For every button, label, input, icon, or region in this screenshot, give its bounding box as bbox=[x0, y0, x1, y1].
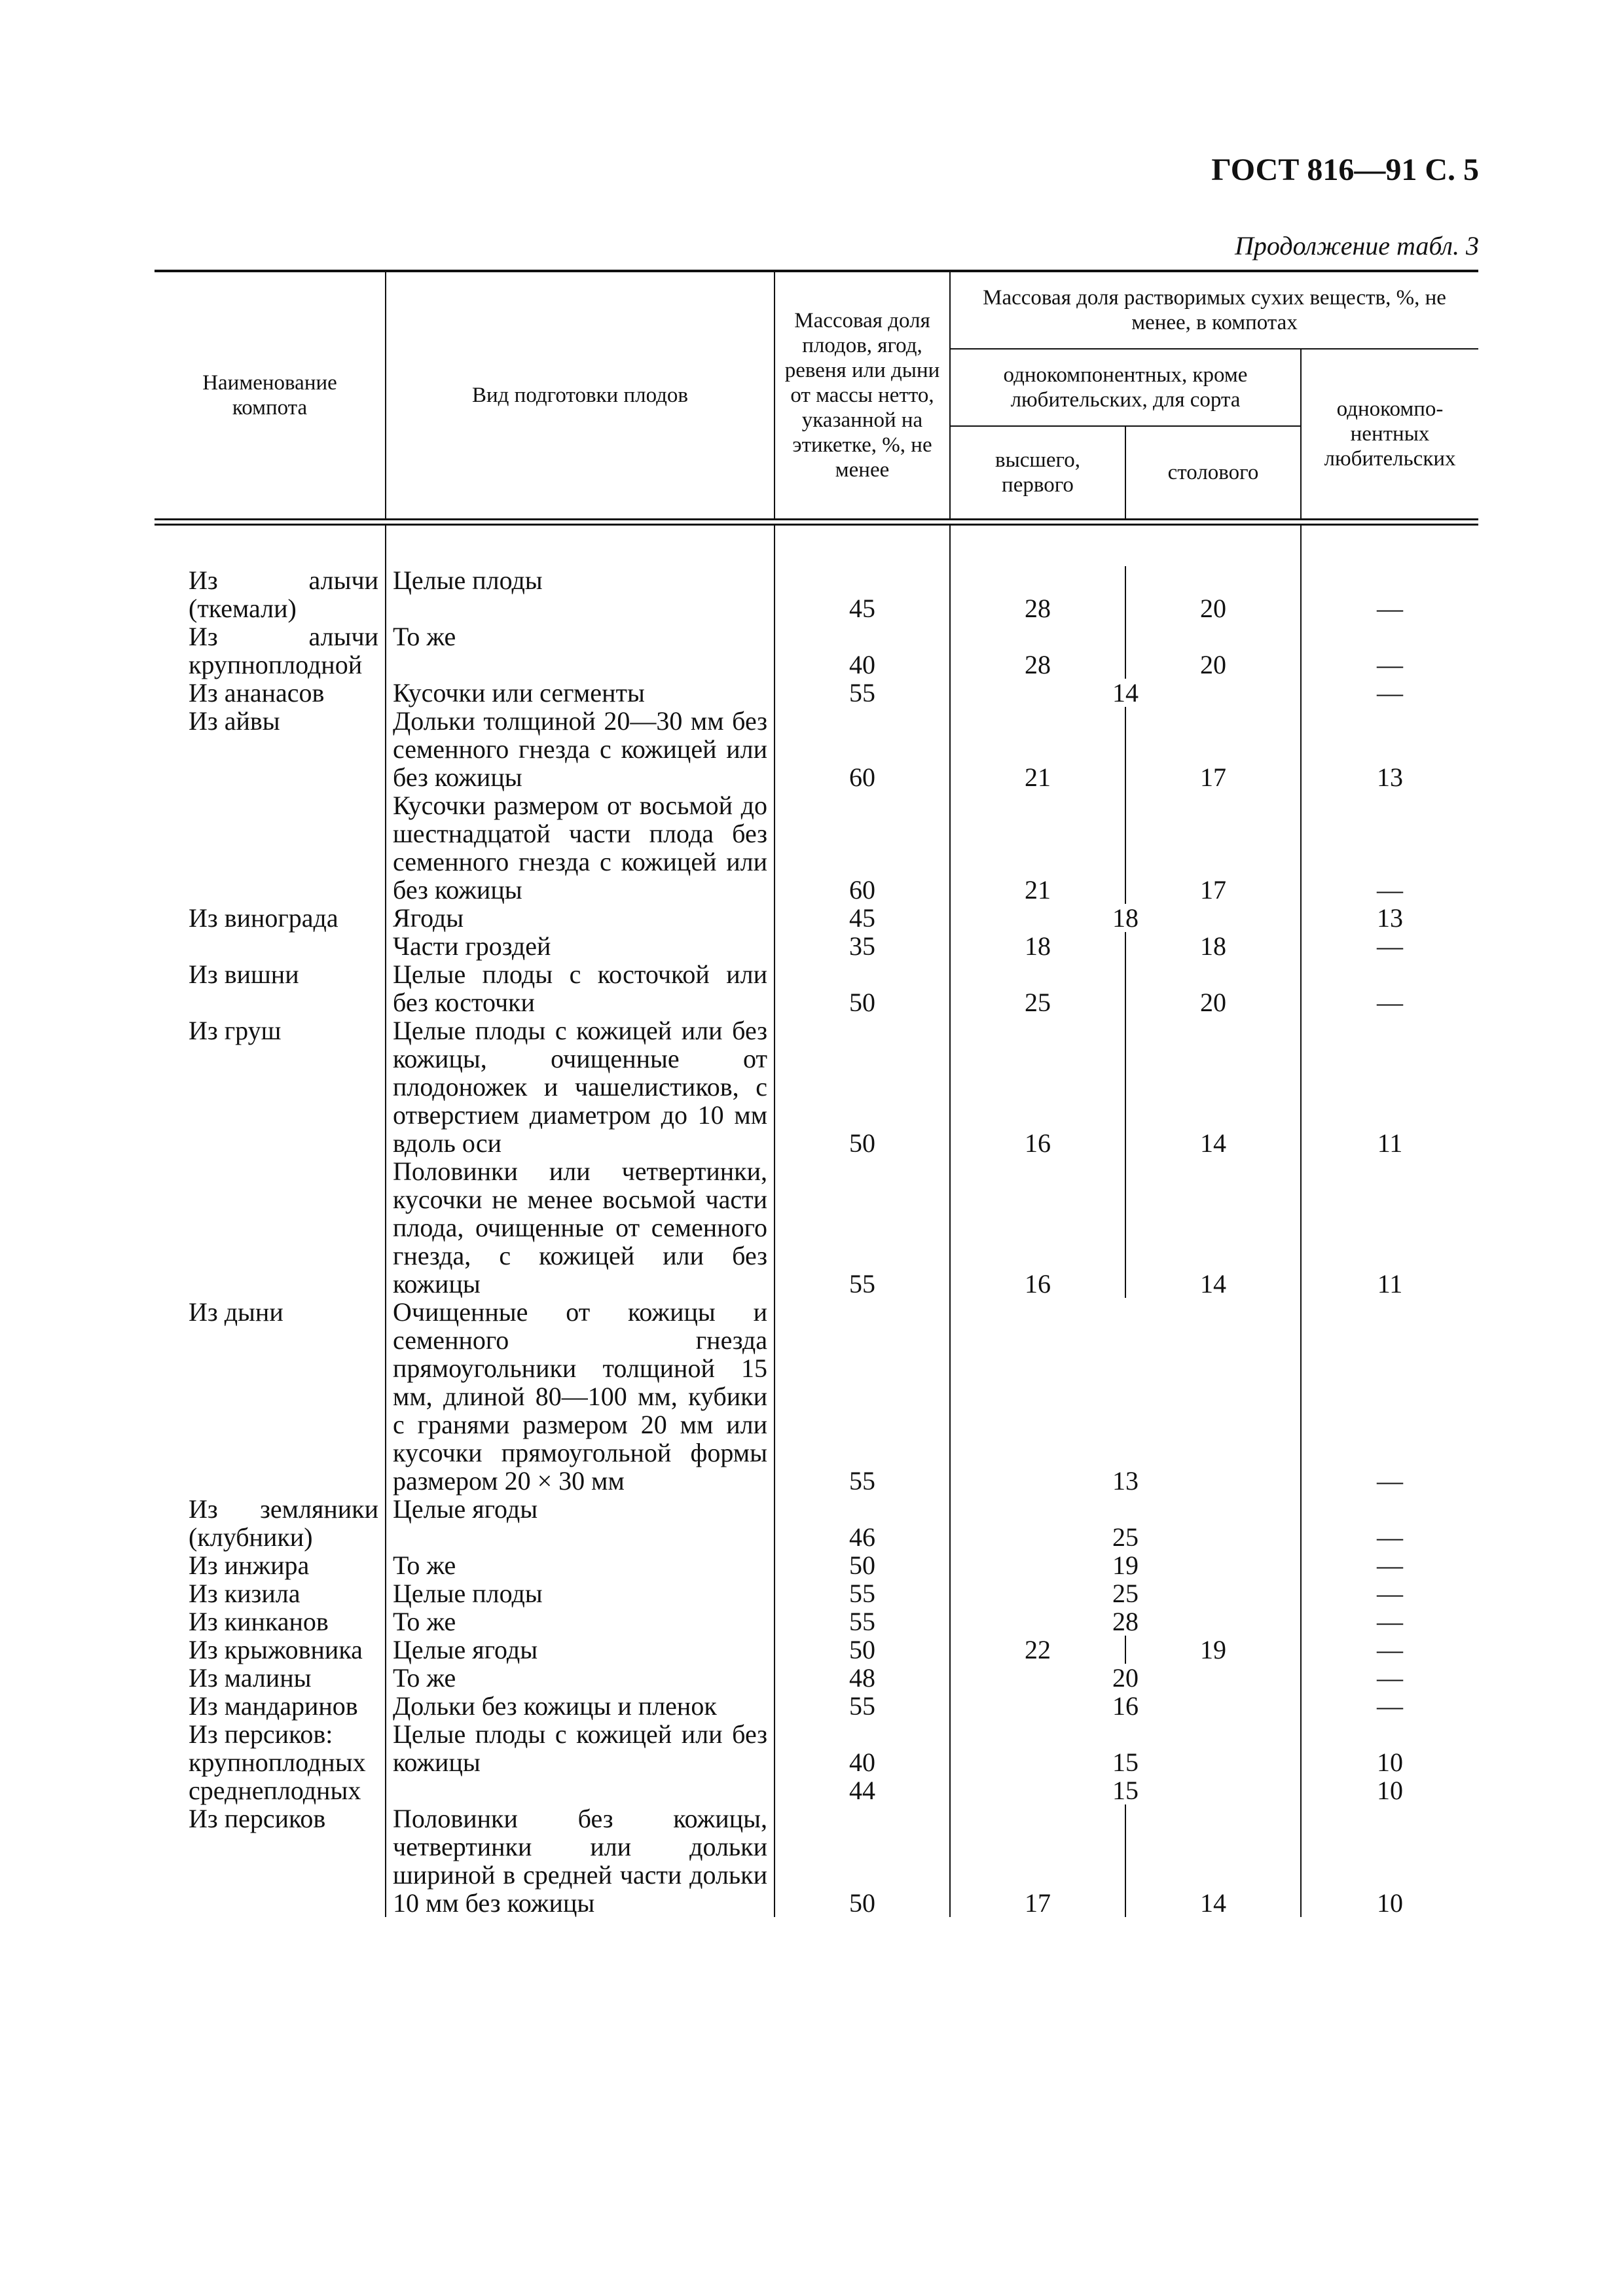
compote-name: Из кизила bbox=[189, 1579, 301, 1608]
table-row bbox=[155, 1804, 1478, 1917]
cell-amateur bbox=[1301, 1579, 1478, 1607]
dry-merged-value: 20 bbox=[1112, 1663, 1139, 1693]
mass-value: 40 bbox=[849, 650, 875, 679]
top-grade-value: 21 bbox=[1025, 762, 1051, 792]
dry-merged-value: 13 bbox=[1112, 1466, 1139, 1496]
cell-amateur bbox=[1301, 1804, 1478, 1917]
cell-amateur bbox=[1301, 679, 1478, 707]
cell-prep bbox=[386, 1664, 775, 1692]
cell-mass bbox=[775, 622, 950, 679]
cell-amateur bbox=[1301, 1692, 1478, 1720]
mass-value: 50 bbox=[849, 1551, 875, 1580]
cell-mass bbox=[775, 679, 950, 707]
cell-prep bbox=[386, 707, 775, 791]
cell-amateur bbox=[1301, 932, 1478, 960]
cell-mass bbox=[775, 1016, 950, 1157]
dry-merged-value: 14 bbox=[1112, 678, 1139, 708]
preparation-text: То же bbox=[393, 1663, 456, 1693]
table-continuation-label: Продолжение табл. 3 bbox=[1234, 231, 1479, 260]
header-top-grade: высшего, первого bbox=[950, 426, 1125, 520]
table-row bbox=[155, 1607, 1478, 1636]
table-grade-value: 18 bbox=[1200, 931, 1226, 961]
cell-prep bbox=[386, 904, 775, 932]
preparation-text: Половинки без кожицы, четвертинки или дольки шириной в средней части дольки 10 мм без кожицы bbox=[393, 1804, 767, 1918]
compote-name: Из персиков: bbox=[189, 1719, 333, 1749]
compote-subname: крупноплодных bbox=[189, 1748, 366, 1777]
cell-dry-merged bbox=[950, 1495, 1301, 1551]
compote-name: Из мандаринов bbox=[189, 1691, 358, 1721]
compote-table bbox=[155, 270, 1478, 1917]
amateur-value: — bbox=[1377, 1635, 1404, 1664]
cell-dry-merged bbox=[950, 904, 1301, 932]
cell-mass bbox=[775, 1692, 950, 1720]
table-grade-value: 14 bbox=[1200, 1269, 1226, 1299]
cell-amateur bbox=[1301, 1607, 1478, 1636]
cell-prep bbox=[386, 960, 775, 1016]
preparation-text: Целые ягоды bbox=[393, 1494, 538, 1524]
cell-name bbox=[155, 904, 386, 932]
table-row bbox=[155, 622, 1478, 679]
dry-merged-value: 28 bbox=[1112, 1607, 1139, 1636]
cell-name bbox=[155, 932, 386, 960]
table-grade-value: 17 bbox=[1200, 875, 1226, 905]
table-grade-value: 20 bbox=[1200, 988, 1226, 1017]
mass-value: 50 bbox=[849, 1128, 875, 1158]
table-row bbox=[155, 1016, 1478, 1157]
cell-prep bbox=[386, 1579, 775, 1607]
cell-dry-merged bbox=[950, 1664, 1301, 1692]
cell-mass bbox=[775, 960, 950, 1016]
cell-mass bbox=[775, 1298, 950, 1495]
cell-mass bbox=[775, 1495, 950, 1551]
preparation-text: Очищенные от кожицы и семенного гнезда прямоугольники толщиной 15 мм, длиной 80—100 мм, кубики с гранями размером 20 мм или кусочки прямоугольной формы размером 20 × 30 мм bbox=[393, 1297, 767, 1496]
cell-table bbox=[1125, 1157, 1301, 1298]
mass-value: 45 bbox=[849, 594, 875, 623]
preparation-text: Целые плоды bbox=[393, 1579, 543, 1608]
cell-table bbox=[1125, 1804, 1301, 1917]
cell-top bbox=[950, 566, 1125, 622]
table-row bbox=[155, 1636, 1478, 1664]
table-grade-value: 19 bbox=[1200, 1635, 1226, 1664]
mass-value: 48 bbox=[849, 1663, 875, 1693]
compote-name: Из груш bbox=[189, 1016, 282, 1045]
mass-value: 55 bbox=[849, 1691, 875, 1721]
preparation-text: Целые плоды с кожицей или без кожицы bbox=[393, 1719, 767, 1777]
compote-name: Из персиков bbox=[189, 1804, 326, 1833]
cell-prep bbox=[386, 1720, 775, 1804]
cell-prep bbox=[386, 566, 775, 622]
cell-mass bbox=[775, 1776, 950, 1804]
mass-value: 50 bbox=[849, 1888, 875, 1918]
preparation-text: Ягоды bbox=[393, 903, 464, 933]
cell-name bbox=[155, 1804, 386, 1917]
table-row bbox=[155, 707, 1478, 791]
cell-amateur bbox=[1301, 904, 1478, 932]
amateur-value: — bbox=[1377, 1607, 1404, 1636]
preparation-text: Кусочки или сегменты bbox=[393, 678, 645, 708]
compote-name: Из айвы bbox=[189, 706, 280, 736]
cell-amateur bbox=[1301, 1298, 1478, 1495]
cell-mass bbox=[775, 932, 950, 960]
cell-prep bbox=[386, 1636, 775, 1664]
cell-name bbox=[155, 566, 386, 622]
amateur-value: 10 bbox=[1377, 1888, 1404, 1918]
dry-merged-value: 16 bbox=[1112, 1691, 1139, 1721]
cell-name bbox=[155, 1692, 386, 1720]
top-grade-value: 28 bbox=[1025, 594, 1051, 623]
mass-value: 55 bbox=[849, 1607, 875, 1636]
table-row bbox=[155, 904, 1478, 932]
cell-mass bbox=[775, 1157, 950, 1298]
cell-mass bbox=[775, 1748, 950, 1776]
header-amateur: однокомпо-нентных любительских bbox=[1301, 349, 1478, 520]
top-grade-value: 18 bbox=[1025, 931, 1051, 961]
amateur-value: 10 bbox=[1377, 1776, 1404, 1805]
table-row bbox=[155, 1157, 1478, 1298]
cell-prep bbox=[386, 1495, 775, 1551]
table-grade-value: 17 bbox=[1200, 762, 1226, 792]
cell-dry-merged bbox=[950, 1579, 1301, 1607]
mass-value: 35 bbox=[849, 931, 875, 961]
top-grade-value: 25 bbox=[1025, 988, 1051, 1017]
header-dry-matter: Массовая доля растворимых сухих веществ, %, не менее, в компотах bbox=[950, 271, 1478, 349]
compote-name: Из вишни bbox=[189, 960, 299, 989]
cell-mass bbox=[775, 1551, 950, 1579]
cell-name bbox=[155, 622, 386, 679]
cell-mass bbox=[775, 566, 950, 622]
cell-mass bbox=[775, 1579, 950, 1607]
mass-value: 55 bbox=[849, 678, 875, 708]
cell-amateur bbox=[1301, 1776, 1478, 1804]
dry-merged-value: 15 bbox=[1112, 1748, 1139, 1777]
cell-table bbox=[1125, 932, 1301, 960]
cell-name bbox=[155, 1016, 386, 1157]
preparation-text: Дольки без кожицы и пленок bbox=[393, 1691, 717, 1721]
preparation-text: Дольки толщиной 20—30 мм без семенного гнезда с кожицей или без кожицы bbox=[393, 706, 767, 792]
table-row bbox=[155, 1298, 1478, 1495]
cell-dry-merged bbox=[950, 1776, 1301, 1804]
cell-top bbox=[950, 1157, 1125, 1298]
mass-value: 44 bbox=[849, 1776, 875, 1805]
table-row-group bbox=[155, 1720, 1478, 1748]
cell-mass bbox=[775, 1636, 950, 1664]
cell-dry-merged bbox=[950, 1551, 1301, 1579]
table-grade-value: 14 bbox=[1200, 1128, 1226, 1158]
compote-subname: среднеплодных bbox=[189, 1776, 361, 1805]
amateur-value: 10 bbox=[1377, 1748, 1404, 1777]
cell-dry-merged bbox=[950, 1607, 1301, 1636]
cell-amateur bbox=[1301, 1157, 1478, 1298]
cell-table bbox=[1125, 1636, 1301, 1664]
cell-amateur bbox=[1301, 1664, 1478, 1692]
cell-dry-merged bbox=[950, 1720, 1301, 1748]
table-row bbox=[155, 1776, 1478, 1804]
cell-top bbox=[950, 1636, 1125, 1664]
header-single-component: однокомпонентных, кроме любительских, для сорта bbox=[950, 349, 1301, 426]
dry-merged-value: 18 bbox=[1112, 903, 1139, 933]
cell-mass bbox=[775, 1607, 950, 1636]
cell-mass bbox=[775, 1664, 950, 1692]
cell-prep bbox=[386, 1016, 775, 1157]
cell-dry-merged bbox=[950, 1298, 1301, 1495]
preparation-text: Целые плоды bbox=[393, 565, 543, 595]
amateur-value: 13 bbox=[1377, 762, 1404, 792]
mass-value: 60 bbox=[849, 875, 875, 905]
mass-value: 55 bbox=[849, 1579, 875, 1608]
compote-name: Из алычи (ткемали) bbox=[189, 565, 378, 623]
compote-name: Из малины bbox=[189, 1663, 312, 1693]
cell-dry-merged bbox=[950, 679, 1301, 707]
cell-top bbox=[950, 960, 1125, 1016]
cell-amateur bbox=[1301, 1016, 1478, 1157]
amateur-value: 11 bbox=[1377, 1269, 1403, 1299]
cell-mass bbox=[775, 1720, 950, 1748]
amateur-value: — bbox=[1377, 988, 1404, 1017]
cell-top bbox=[950, 622, 1125, 679]
table-row bbox=[155, 1579, 1478, 1607]
table-row bbox=[155, 1551, 1478, 1579]
cell-prep bbox=[386, 1607, 775, 1636]
compote-name: Из винограда bbox=[189, 903, 338, 933]
amateur-value: 13 bbox=[1377, 903, 1404, 933]
table-row bbox=[155, 679, 1478, 707]
table-row bbox=[155, 1692, 1478, 1720]
top-grade-value: 22 bbox=[1025, 1635, 1051, 1664]
table-row bbox=[155, 566, 1478, 622]
cell-name bbox=[155, 1551, 386, 1579]
dry-merged-value: 15 bbox=[1112, 1776, 1139, 1805]
cell-mass bbox=[775, 1804, 950, 1917]
cell-top bbox=[950, 932, 1125, 960]
cell-name bbox=[155, 1298, 386, 1495]
preparation-text: Половинки или четвертинки, кусочки не менее восьмой части плода, очищенные от семенного гнезда, с кожицей или без кожицы bbox=[393, 1157, 767, 1299]
cell-amateur bbox=[1301, 1720, 1478, 1748]
page-header-title: ГОСТ 816—91 С. 5 bbox=[1211, 152, 1479, 187]
compote-name: Из крыжовника bbox=[189, 1635, 363, 1664]
mass-value: 55 bbox=[849, 1466, 875, 1496]
dry-merged-value: 25 bbox=[1112, 1579, 1139, 1608]
amateur-value: — bbox=[1377, 1663, 1404, 1693]
cell-name bbox=[155, 791, 386, 904]
table-row bbox=[155, 791, 1478, 904]
mass-value: 60 bbox=[849, 762, 875, 792]
cell-amateur bbox=[1301, 1551, 1478, 1579]
cell-prep bbox=[386, 679, 775, 707]
top-grade-value: 16 bbox=[1025, 1128, 1051, 1158]
table-grade-value: 14 bbox=[1200, 1888, 1226, 1918]
compote-name: Из земляники (клубники) bbox=[189, 1494, 378, 1552]
cell-prep bbox=[386, 791, 775, 904]
cell-name bbox=[155, 1579, 386, 1607]
preparation-text: То же bbox=[393, 1607, 456, 1636]
table-row bbox=[155, 1664, 1478, 1692]
amateur-value: — bbox=[1377, 650, 1404, 679]
cell-mass bbox=[775, 904, 950, 932]
cell-top bbox=[950, 1016, 1125, 1157]
preparation-text: То же bbox=[393, 622, 456, 651]
cell-amateur bbox=[1301, 1636, 1478, 1664]
mass-value: 46 bbox=[849, 1522, 875, 1552]
cell-dry-merged bbox=[950, 1748, 1301, 1776]
cell-prep bbox=[386, 1157, 775, 1298]
cell-name bbox=[155, 679, 386, 707]
mass-value: 45 bbox=[849, 903, 875, 933]
cell-name bbox=[155, 1748, 386, 1776]
mass-value: 55 bbox=[849, 1269, 875, 1299]
table-row bbox=[155, 960, 1478, 1016]
preparation-text: Целые плоды с кожицей или без кожицы, очищенные от плодоножек и чашелистиков, с отверстием диаметром до 10 мм вдоль оси bbox=[393, 1016, 767, 1158]
dry-merged-value: 19 bbox=[1112, 1551, 1139, 1580]
cell-prep bbox=[386, 1298, 775, 1495]
amateur-value: — bbox=[1377, 1551, 1404, 1580]
table-grade-value: 20 bbox=[1200, 650, 1226, 679]
cell-name bbox=[155, 1157, 386, 1298]
cell-mass bbox=[775, 791, 950, 904]
cell-table bbox=[1125, 707, 1301, 791]
cell-dry-merged bbox=[950, 1692, 1301, 1720]
cell-amateur bbox=[1301, 622, 1478, 679]
top-grade-value: 16 bbox=[1025, 1269, 1051, 1299]
top-grade-value: 17 bbox=[1025, 1888, 1051, 1918]
cell-table bbox=[1125, 622, 1301, 679]
cell-prep bbox=[386, 1551, 775, 1579]
cell-table bbox=[1125, 960, 1301, 1016]
amateur-value: — bbox=[1377, 1579, 1404, 1608]
cell-amateur bbox=[1301, 1495, 1478, 1551]
mass-value: 50 bbox=[849, 1635, 875, 1664]
table-grade-value: 20 bbox=[1200, 594, 1226, 623]
amateur-value: — bbox=[1377, 678, 1404, 708]
cell-top bbox=[950, 1804, 1125, 1917]
compote-name: Из инжира bbox=[189, 1551, 310, 1580]
cell-name bbox=[155, 1495, 386, 1551]
preparation-text: Части гроздей bbox=[393, 931, 551, 961]
preparation-text: Целые плоды с косточкой или без косточки bbox=[393, 960, 767, 1017]
top-grade-value: 28 bbox=[1025, 650, 1051, 679]
cell-name bbox=[155, 1636, 386, 1664]
preparation-text: То же bbox=[393, 1551, 456, 1580]
preparation-text: Кусочки размером от восьмой до шестнадцатой части плода без семенного гнезда с кожицей или без кожицы bbox=[393, 791, 767, 905]
cell-prep bbox=[386, 622, 775, 679]
cell-mass bbox=[775, 707, 950, 791]
header-mass: Массовая доля плодов, ягод, ревеня или дыни от массы нетто, указанной на этикетке, %, не менее bbox=[775, 271, 950, 520]
amateur-value: — bbox=[1377, 1466, 1404, 1496]
cell-name bbox=[155, 1720, 386, 1748]
cell-prep bbox=[386, 1692, 775, 1720]
amateur-value: — bbox=[1377, 875, 1404, 905]
mass-value: 40 bbox=[849, 1748, 875, 1777]
compote-name: Из кинканов bbox=[189, 1607, 329, 1636]
table-row bbox=[155, 1495, 1478, 1551]
amateur-value: — bbox=[1377, 931, 1404, 961]
cell-name bbox=[155, 1607, 386, 1636]
cell-table bbox=[1125, 791, 1301, 904]
cell-prep bbox=[386, 932, 775, 960]
amateur-value: — bbox=[1377, 594, 1404, 623]
compote-name: Из ананасов bbox=[189, 678, 325, 708]
mass-value: 50 bbox=[849, 988, 875, 1017]
cell-table bbox=[1125, 1016, 1301, 1157]
cell-top bbox=[950, 791, 1125, 904]
cell-name bbox=[155, 960, 386, 1016]
cell-table bbox=[1125, 566, 1301, 622]
header-name: Наименование компота bbox=[155, 271, 386, 520]
cell-amateur bbox=[1301, 960, 1478, 1016]
cell-name bbox=[155, 1664, 386, 1692]
cell-amateur bbox=[1301, 707, 1478, 791]
header-prep: Вид подготовки плодов bbox=[386, 271, 775, 520]
amateur-value: — bbox=[1377, 1691, 1404, 1721]
preparation-text: Целые ягоды bbox=[393, 1635, 538, 1664]
cell-amateur bbox=[1301, 791, 1478, 904]
compote-name: Из алычи крупноплодной bbox=[189, 622, 378, 679]
table-row bbox=[155, 932, 1478, 960]
amateur-value: — bbox=[1377, 1522, 1404, 1552]
amateur-value: 11 bbox=[1377, 1128, 1403, 1158]
compote-name: Из дыни bbox=[189, 1297, 283, 1327]
cell-name bbox=[155, 707, 386, 791]
cell-name bbox=[155, 1776, 386, 1804]
cell-prep bbox=[386, 1804, 775, 1917]
top-grade-value: 21 bbox=[1025, 875, 1051, 905]
dry-merged-value: 25 bbox=[1112, 1522, 1139, 1552]
cell-amateur bbox=[1301, 566, 1478, 622]
cell-amateur bbox=[1301, 1748, 1478, 1776]
table-row bbox=[155, 1748, 1478, 1776]
cell-top bbox=[950, 707, 1125, 791]
header-table-grade: столового bbox=[1125, 426, 1301, 520]
